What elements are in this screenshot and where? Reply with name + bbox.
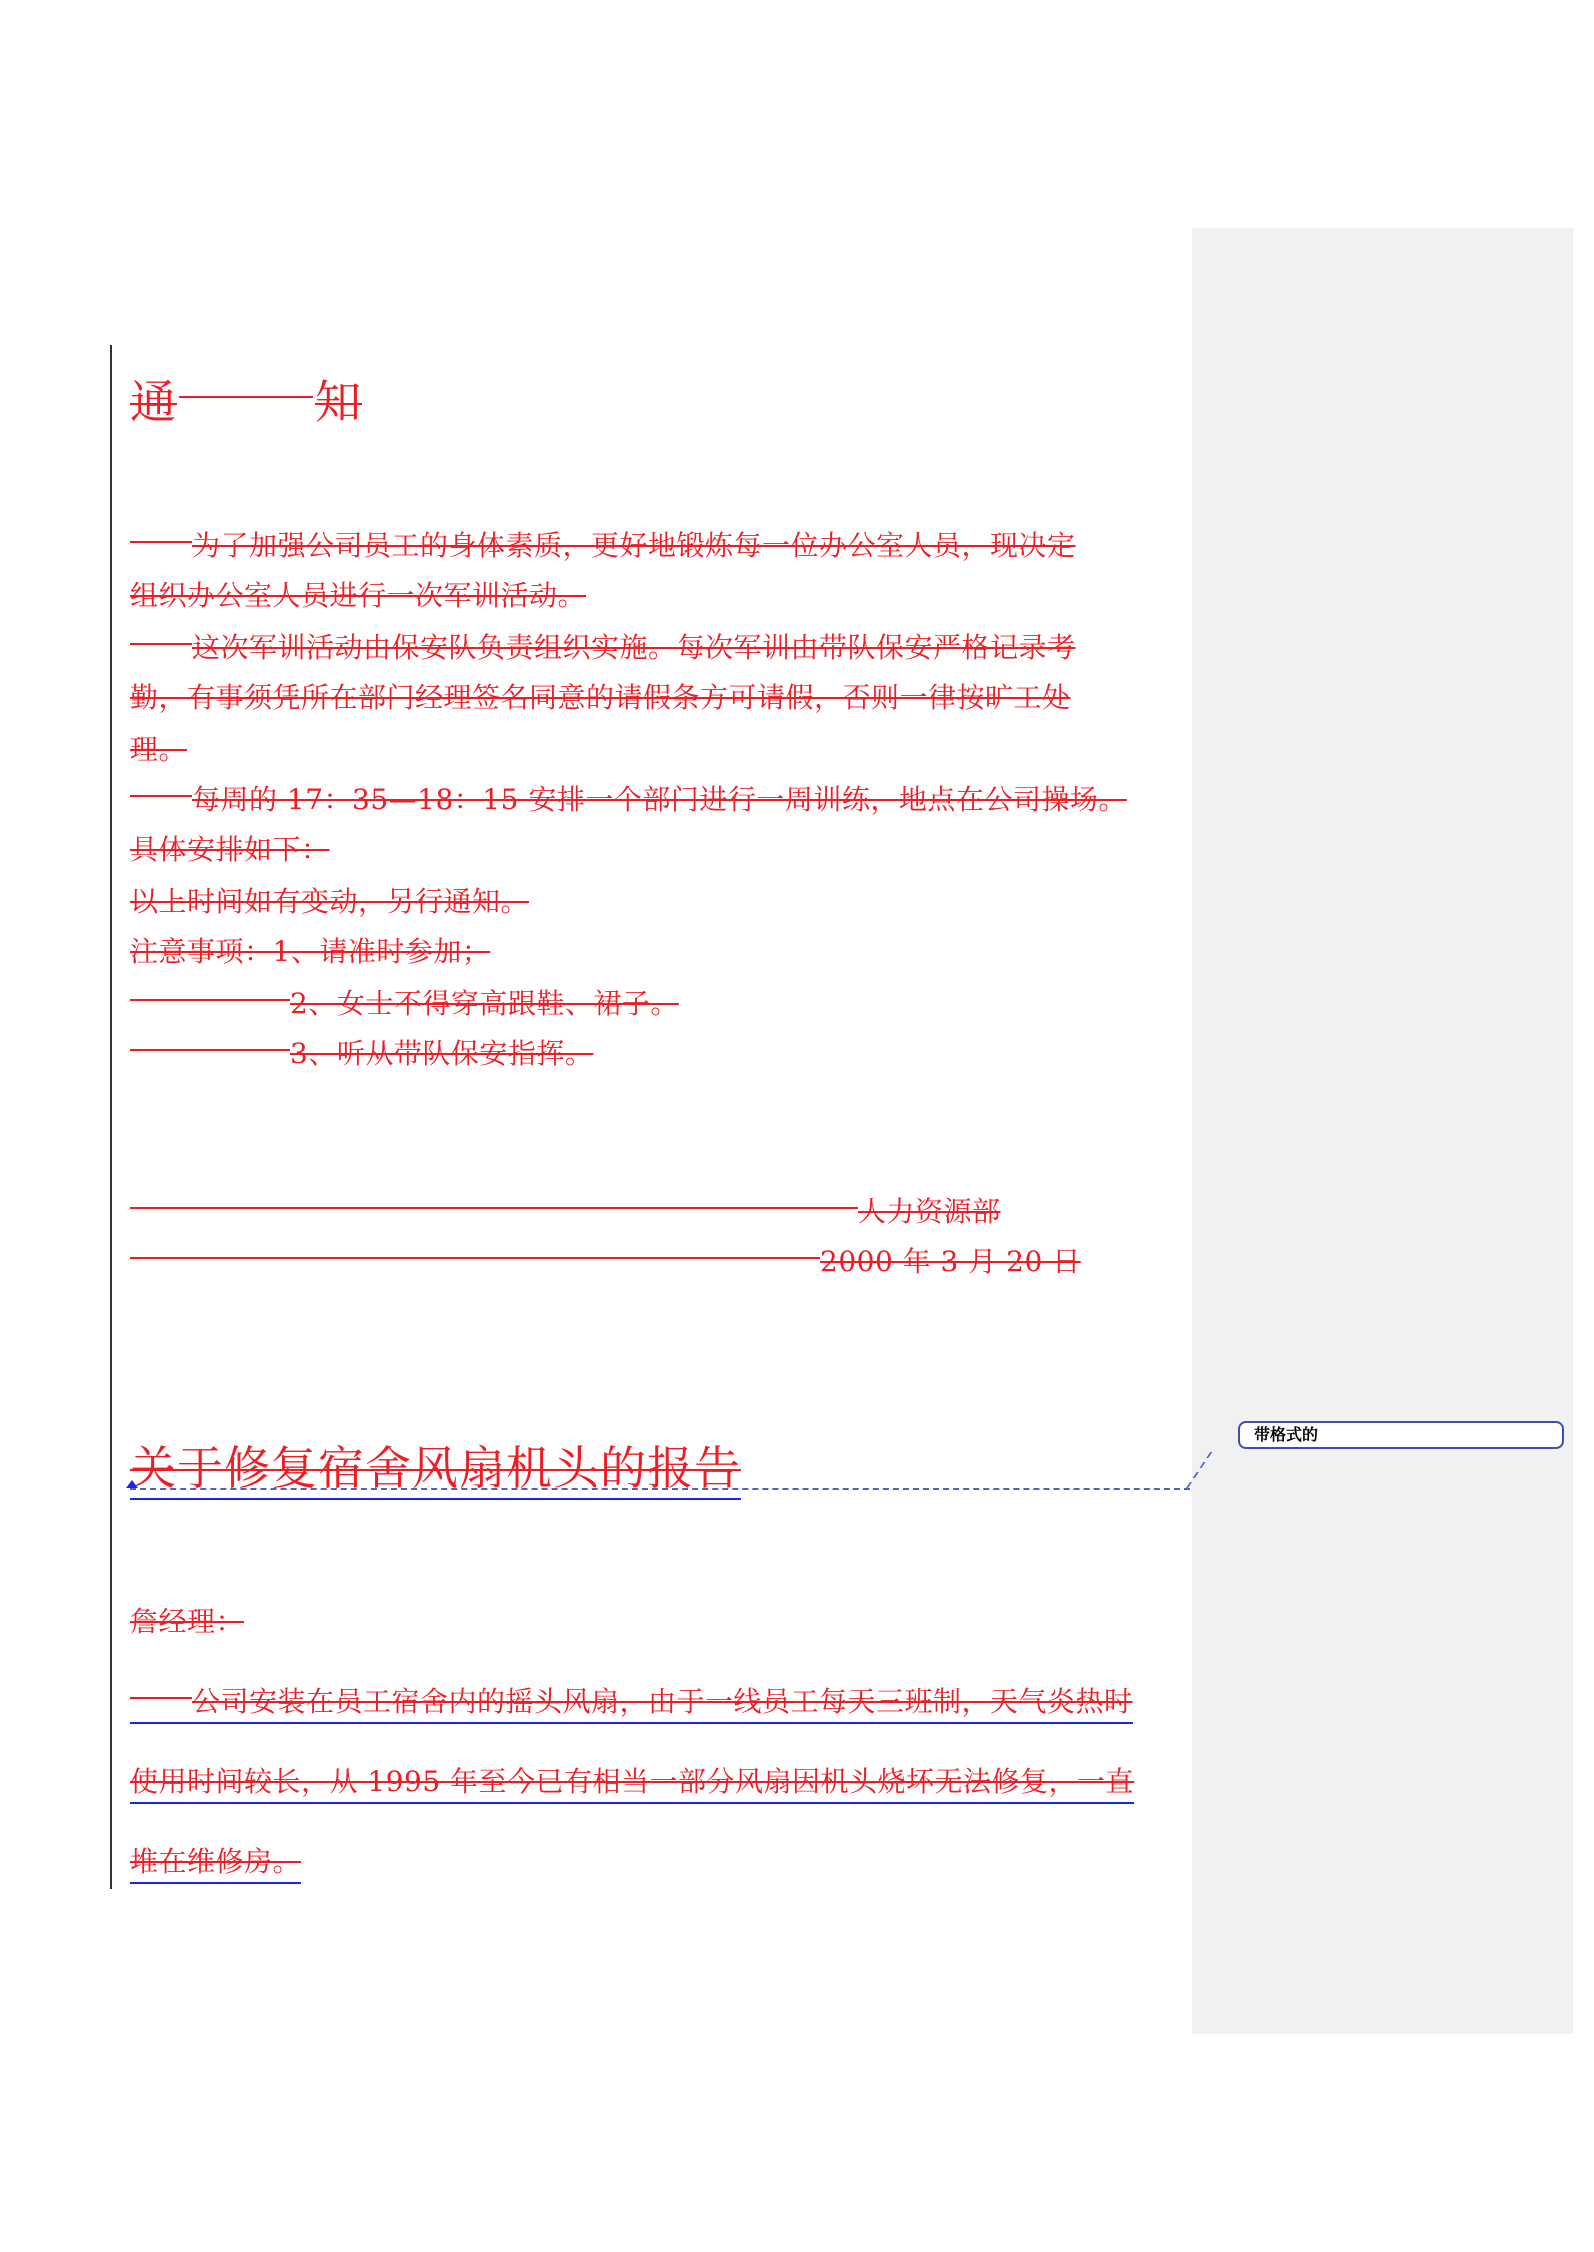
para1-line1	[130, 524, 1076, 564]
indent-mark	[130, 541, 192, 543]
para1-line1-text: 为了加强公司员工的身体素质，更好地锻炼每一位办公室人员，现决定	[192, 529, 1076, 562]
tab-mark	[130, 1257, 820, 1259]
signature-date-text: 2000 年 3 月 20 日	[820, 1245, 1081, 1278]
para2-line3: 理。	[130, 733, 188, 766]
report-body-line1	[130, 1680, 1133, 1724]
report-title: 关于修复宿舍风扇机头的报告	[130, 1432, 741, 1500]
tab-mark	[130, 1049, 290, 1051]
para4: 以上时间如有变动，另行通知。	[130, 885, 530, 918]
indent-mark	[130, 1697, 192, 1699]
note2	[130, 982, 679, 1022]
signature-dept-text: 人力资源部	[858, 1195, 1001, 1228]
para2-line1	[130, 626, 1076, 666]
signature-date	[130, 1240, 1081, 1280]
para2-line2: 勤，有事须凭所在部门经理签名同意的请假条方可请假，否则一律按旷工处	[130, 681, 1071, 714]
note1: 注意事项：1、请准时参加；	[130, 935, 491, 968]
report-body-line3: 堆在维修房。	[130, 1840, 301, 1884]
note2-text: 2、女士不得穿高跟鞋、裙子。	[290, 987, 679, 1020]
signature-dept	[130, 1190, 1001, 1230]
tab-mark	[130, 999, 290, 1001]
report-body-line2: 使用时间较长，从 1995 年至今已有相当一部分风扇因机头烧坏无法修复，一直	[130, 1760, 1134, 1804]
para1-line2: 组织办公室人员进行一次军训活动。	[130, 579, 587, 612]
indent-mark	[130, 795, 192, 797]
para3-line1	[130, 778, 1127, 818]
note3	[130, 1032, 593, 1072]
para3-line2: 具体安排如下：	[130, 833, 330, 866]
report-body-line1-text: 公司安装在员工宿舍内的摇头风扇，由于一线员工每天三班制，天气炎热时	[192, 1685, 1133, 1718]
report-salutation: 詹经理：	[130, 1605, 245, 1638]
note3-text: 3、听从带队保安指挥。	[290, 1037, 594, 1070]
indent-mark	[130, 643, 192, 645]
notice-title	[130, 366, 362, 432]
title-gap	[179, 396, 313, 398]
notice-title-right: 知	[315, 375, 362, 429]
comment-pane	[1192, 228, 1573, 2034]
para3-line1-text: 每周的 17：35—18：15 安排一个部门进行一周训练，地点在公司操场。	[192, 783, 1127, 816]
comment-balloon[interactable]: 带格式的	[1238, 1421, 1564, 1449]
insertion-caret-icon	[126, 1480, 138, 1488]
comment-connector	[130, 1488, 1190, 1490]
para2-line1-text: 这次军训活动由保安队负责组织实施。每次军训由带队保安严格记录考	[192, 631, 1076, 664]
change-bar	[110, 345, 112, 1889]
notice-title-left: 通	[130, 375, 177, 429]
tab-mark	[130, 1207, 858, 1209]
